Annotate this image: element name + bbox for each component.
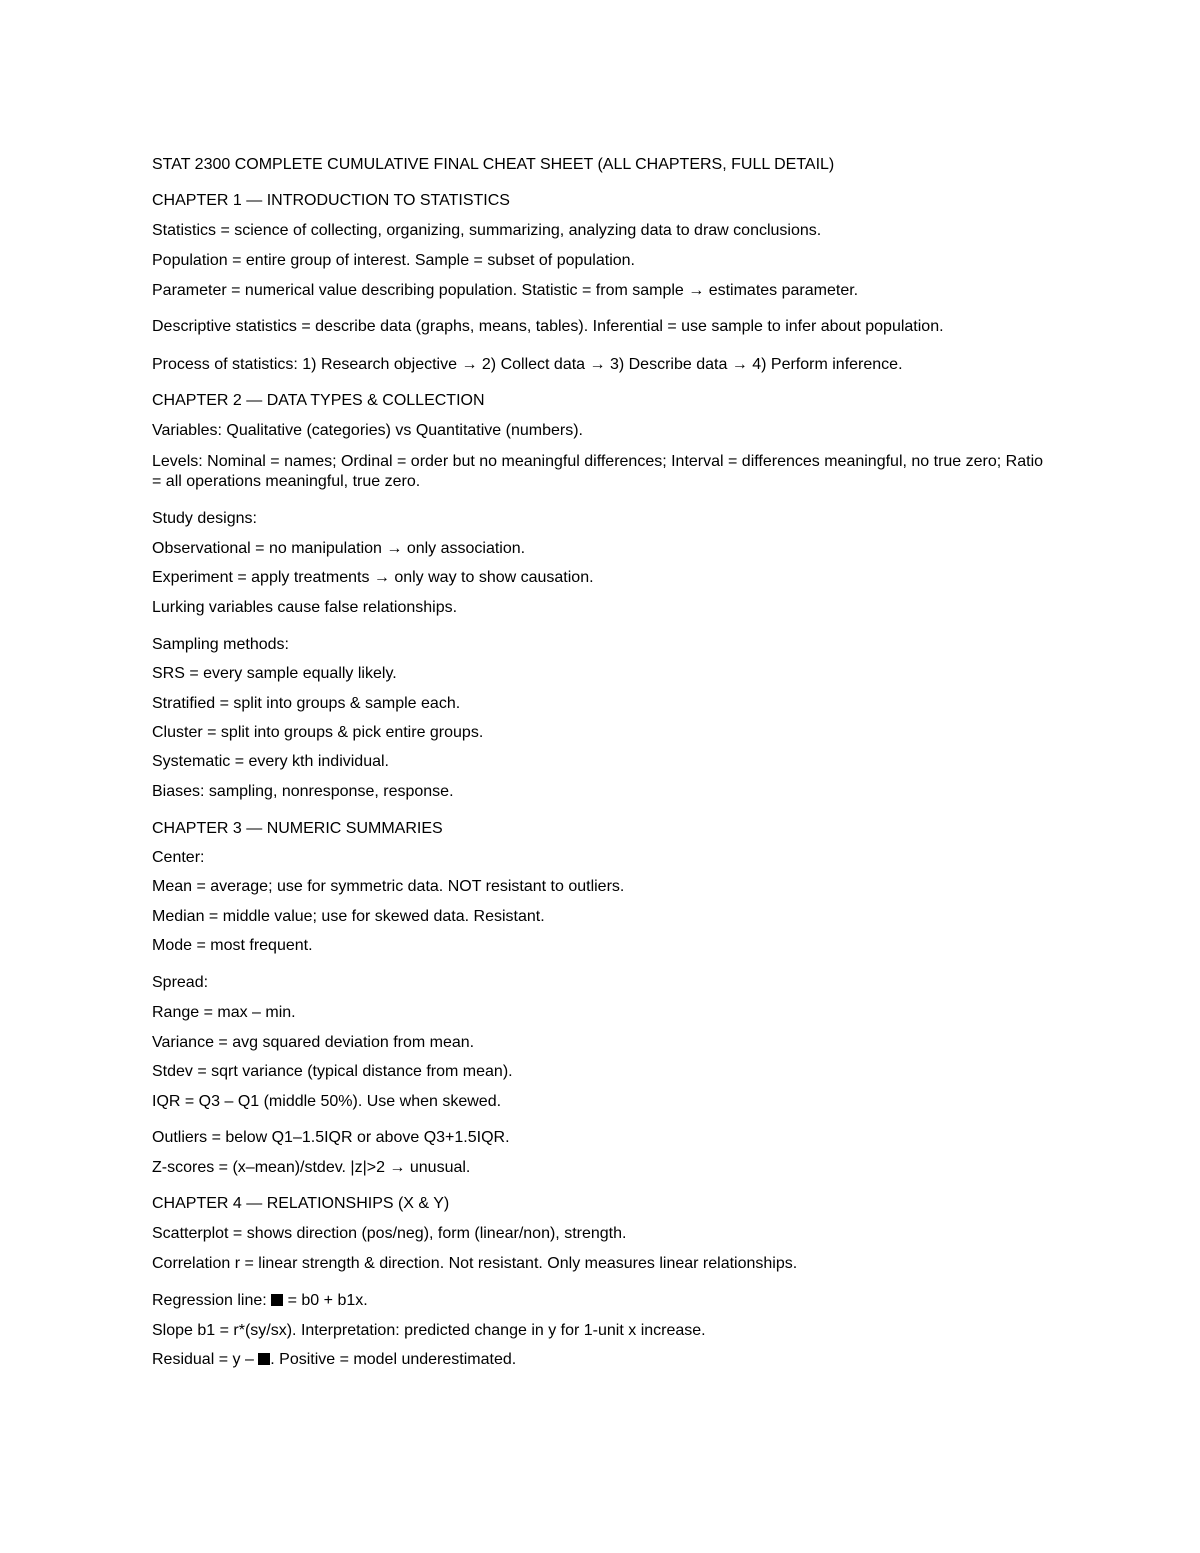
- chapter-2-heading: CHAPTER 2 — DATA TYPES & COLLECTION: [152, 392, 485, 409]
- ch1-line-5: Process of statistics: 1) Research objective → 2) Collect data → 3) Describe data → 4) Perform inference.: [152, 356, 903, 373]
- document-title: STAT 2300 COMPLETE CUMULATIVE FINAL CHEAT SHEET (ALL CHAPTERS, FULL DETAIL): [152, 156, 835, 173]
- ch2-line-4: Observational = no manipulation → only association.: [152, 540, 526, 557]
- chapter-3-heading: CHAPTER 3 — NUMERIC SUMMARIES: [152, 820, 443, 837]
- ch3-line-6: Range = max – min.: [152, 1004, 296, 1021]
- residual-note: . Positive = model underestimated.: [270, 1351, 517, 1368]
- missing-glyph-box-icon: [258, 1353, 270, 1365]
- ch3-line-8: Stdev = sqrt variance (typical distance from mean).: [152, 1063, 513, 1080]
- ch4-line-1: Scatterplot = shows direction (pos/neg), form (linear/non), strength.: [152, 1225, 627, 1242]
- ch4-line-3: [152, 1291, 1072, 1311]
- ch2-line-2: Levels: Nominal = names; Ordinal = order but no meaningful differences; Interval = differences meaningful, no true zero; Ratio = all operations meaningful, true zero.: [152, 453, 1044, 490]
- ch2-line-6: Lurking variables cause false relationships.: [152, 599, 458, 616]
- ch2-line-11: Systematic = every kth individual.: [152, 753, 389, 770]
- ch1-line-1: Statistics = science of collecting, organizing, summarizing, analyzing data to draw conclusions.: [152, 222, 822, 239]
- regression-line-formula: = b0 + b1x.: [283, 1292, 368, 1309]
- ch1-line-3: Parameter = numerical value describing population. Statistic = from sample → estimates parameter.: [152, 282, 859, 299]
- ch3-line-10: Outliers = below Q1–1.5IQR or above Q3+1.5IQR.: [152, 1129, 510, 1146]
- ch4-line-4: Slope b1 = r*(sy/sx). Interpretation: predicted change in y for 1-unit x increase.: [152, 1322, 706, 1339]
- regression-line-label: Regression line:: [152, 1292, 272, 1309]
- ch3-line-5: Spread:: [152, 974, 209, 991]
- ch1-line-2: Population = entire group of interest. Sample = subset of population.: [152, 252, 635, 269]
- ch3-line-2: Mean = average; use for symmetric data. NOT resistant to outliers.: [152, 878, 625, 895]
- chapter-1-heading: CHAPTER 1 — INTRODUCTION TO STATISTICS: [152, 192, 510, 209]
- ch2-line-9: Stratified = split into groups & sample each.: [152, 695, 461, 712]
- ch3-line-1: Center:: [152, 849, 205, 866]
- ch3-line-9: IQR = Q3 – Q1 (middle 50%). Use when skewed.: [152, 1093, 502, 1110]
- ch3-line-11: Z-scores = (x–mean)/stdev. |z|>2 → unusual.: [152, 1159, 471, 1176]
- ch4-line-2: Correlation r = linear strength & direction. Not resistant. Only measures linear relationships.: [152, 1255, 798, 1272]
- ch2-line-1: Variables: Qualitative (categories) vs Quantitative (numbers).: [152, 422, 583, 439]
- ch2-line-3: Study designs:: [152, 510, 257, 527]
- ch3-line-4: Mode = most frequent.: [152, 937, 313, 954]
- ch2-line-5: Experiment = apply treatments → only way to show causation.: [152, 569, 594, 586]
- ch4-line-5: [152, 1350, 1072, 1370]
- ch2-line-10: Cluster = split into groups & pick entire groups.: [152, 724, 484, 741]
- ch3-line-3: Median = middle value; use for skewed data. Resistant.: [152, 908, 545, 925]
- ch2-line-7: Sampling methods:: [152, 636, 289, 653]
- ch2-line-12: Biases: sampling, nonresponse, response.: [152, 783, 454, 800]
- ch3-line-7: Variance = avg squared deviation from mean.: [152, 1034, 475, 1051]
- residual-label: Residual = y –: [152, 1351, 259, 1368]
- chapter-4-heading: CHAPTER 4 — RELATIONSHIPS (X & Y): [152, 1195, 450, 1212]
- missing-glyph-box-icon: [271, 1294, 283, 1306]
- ch1-line-4: Descriptive statistics = describe data (graphs, means, tables). Inferential = use sample to infer about population.: [152, 318, 944, 335]
- ch2-line-8: SRS = every sample equally likely.: [152, 665, 397, 682]
